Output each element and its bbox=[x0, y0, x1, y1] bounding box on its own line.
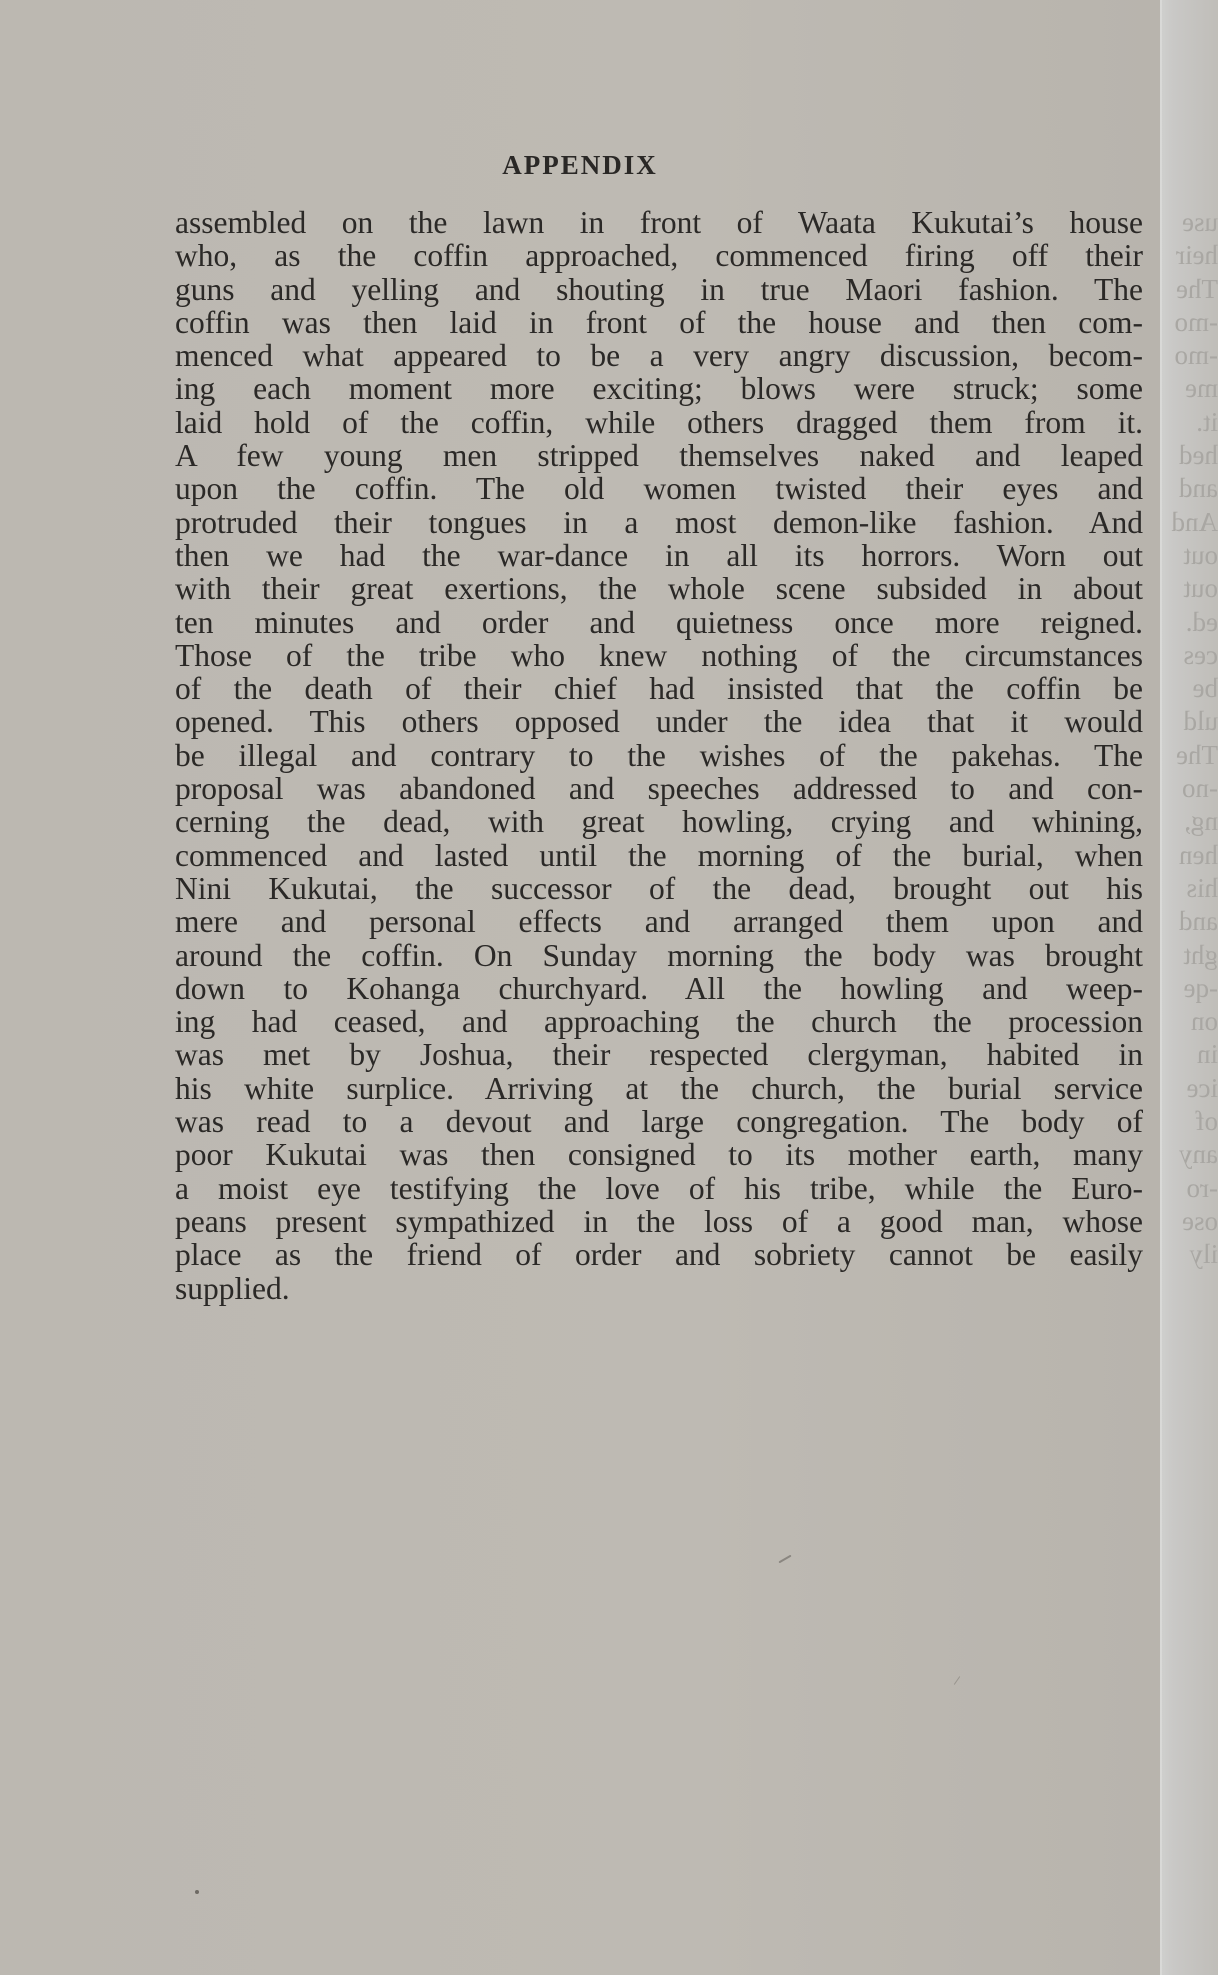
bleed-fragment: of bbox=[1195, 1106, 1218, 1137]
text-line: cerning the dead, with great howling, crying and whining, bbox=[175, 804, 1143, 840]
text-line: was read to a devout and large congregation. The body of bbox=[175, 1104, 1143, 1140]
text-line: around the coffin. On Sunday morning the body was brought bbox=[175, 937, 1143, 973]
paper-speck bbox=[954, 1676, 961, 1685]
text-line: was met by Joshua, their respected clergyman, habited in bbox=[175, 1037, 1143, 1073]
text-line: be illegal and contrary to the wishes of the pakehas. The bbox=[175, 737, 1143, 773]
bleed-fragment: The bbox=[1176, 739, 1218, 770]
bleed-fragment: -ro bbox=[1186, 1172, 1218, 1203]
bleed-through-text bbox=[1168, 206, 1218, 1272]
bleed-fragment: ght bbox=[1183, 939, 1218, 970]
text-line: place as the friend of order and sobriety cannot be easily bbox=[175, 1237, 1143, 1273]
bleed-fragment: The bbox=[1176, 273, 1218, 304]
bleed-fragment: ces bbox=[1183, 639, 1218, 670]
bleed-fragment: ed. bbox=[1185, 606, 1218, 637]
bleed-fragment: me bbox=[1185, 373, 1218, 404]
bleed-fragment: -qe bbox=[1183, 972, 1218, 1003]
text-line: who, as the coffin approached, commenced firing off their bbox=[175, 238, 1143, 274]
text-line: peans present sympathized in the loss of a good man, whose bbox=[175, 1203, 1143, 1239]
text-line: upon the coffin. The old women twisted their eyes and bbox=[175, 471, 1143, 507]
text-line: assembled on the lawn in front of Waata Kukutai’s house bbox=[175, 205, 1143, 240]
bleed-fragment: ose bbox=[1182, 1205, 1218, 1236]
text-line: down to Kohanga churchyard. All the howling and weep- bbox=[175, 970, 1143, 1006]
text-line: guns and yelling and shouting in true Maori fashion. The bbox=[175, 271, 1143, 307]
text-line: with their great exertions, the whole scene subsided in about bbox=[175, 571, 1143, 607]
running-header: APPENDIX bbox=[502, 150, 658, 180]
paper-speck bbox=[778, 1555, 791, 1564]
text-line: A few young men stripped themselves naked and leaped bbox=[175, 438, 1143, 474]
text-line: his white surplice. Arriving at the church, the burial service bbox=[175, 1070, 1143, 1106]
text-line: mere and personal effects and arranged them upon and bbox=[175, 904, 1143, 940]
text-line: Those of the tribe who knew nothing of the circumstances bbox=[175, 637, 1143, 673]
text-line: coffin was then laid in front of the house and then com- bbox=[175, 304, 1143, 340]
paper-speck bbox=[195, 1890, 199, 1894]
bleed-fragment: and bbox=[1179, 473, 1218, 504]
bleed-fragment: in bbox=[1196, 1039, 1218, 1070]
bleed-fragment: And bbox=[1171, 506, 1218, 537]
bleed-fragment: ng, bbox=[1184, 806, 1218, 837]
bleed-fragment: -mo bbox=[1174, 306, 1218, 337]
text-line: of the death of their chief had insisted that the coffin be bbox=[175, 671, 1143, 707]
bleed-fragment: -mo bbox=[1174, 340, 1218, 371]
text-line: a moist eye testifying the love of his tribe, while the Euro- bbox=[175, 1170, 1143, 1206]
text-line: laid hold of the coffin, while others dragged them from it. bbox=[175, 404, 1143, 440]
bleed-fragment: out bbox=[1183, 573, 1218, 604]
text-line: ing had ceased, and approaching the church the procession bbox=[175, 1004, 1143, 1040]
bleed-fragment: it. bbox=[1196, 406, 1218, 437]
bleed-fragment: use bbox=[1182, 207, 1218, 237]
bleed-fragment: on bbox=[1191, 1006, 1218, 1037]
text-line: then we had the war-dance in all its horrors. Worn out bbox=[175, 537, 1143, 573]
bleed-fragment: uld bbox=[1183, 706, 1218, 737]
text-line: ing each moment more exciting; blows were struck; some bbox=[175, 371, 1143, 407]
text-line: opened. This others opposed under the idea that it would bbox=[175, 704, 1143, 740]
bleed-fragment: his bbox=[1186, 872, 1218, 903]
bleed-fragment: and bbox=[1179, 906, 1218, 937]
bleed-fragment: -no bbox=[1182, 773, 1218, 804]
body-text bbox=[175, 206, 1143, 1305]
text-line: ten minutes and order and quietness once more reigned. bbox=[175, 604, 1143, 640]
text-line: commenced and lasted until the morning of the burial, when bbox=[175, 837, 1143, 873]
text-line: supplied. bbox=[175, 1270, 290, 1306]
bleed-fragment: heir bbox=[1176, 240, 1218, 271]
bleed-fragment: any bbox=[1179, 1139, 1218, 1170]
text-line: proposal was abandoned and speeches addressed to and con- bbox=[175, 771, 1143, 807]
bleed-fragment: hed bbox=[1179, 440, 1218, 471]
bleed-fragment: be bbox=[1192, 673, 1218, 704]
bleed-fragment: hen bbox=[1179, 839, 1218, 870]
text-line: Nini Kukutai, the successor of the dead, brought out his bbox=[175, 870, 1143, 906]
bleed-fragment: ice bbox=[1186, 1072, 1218, 1103]
bleed-fragment: ily bbox=[1189, 1239, 1218, 1270]
text-line: menced what appeared to be a very angry discussion, becom- bbox=[175, 338, 1143, 374]
text-line: protruded their tongues in a most demon-like fashion. And bbox=[175, 504, 1143, 540]
bleed-fragment: out bbox=[1183, 539, 1218, 570]
text-line: poor Kukutai was then consigned to its mother earth, many bbox=[175, 1137, 1143, 1173]
